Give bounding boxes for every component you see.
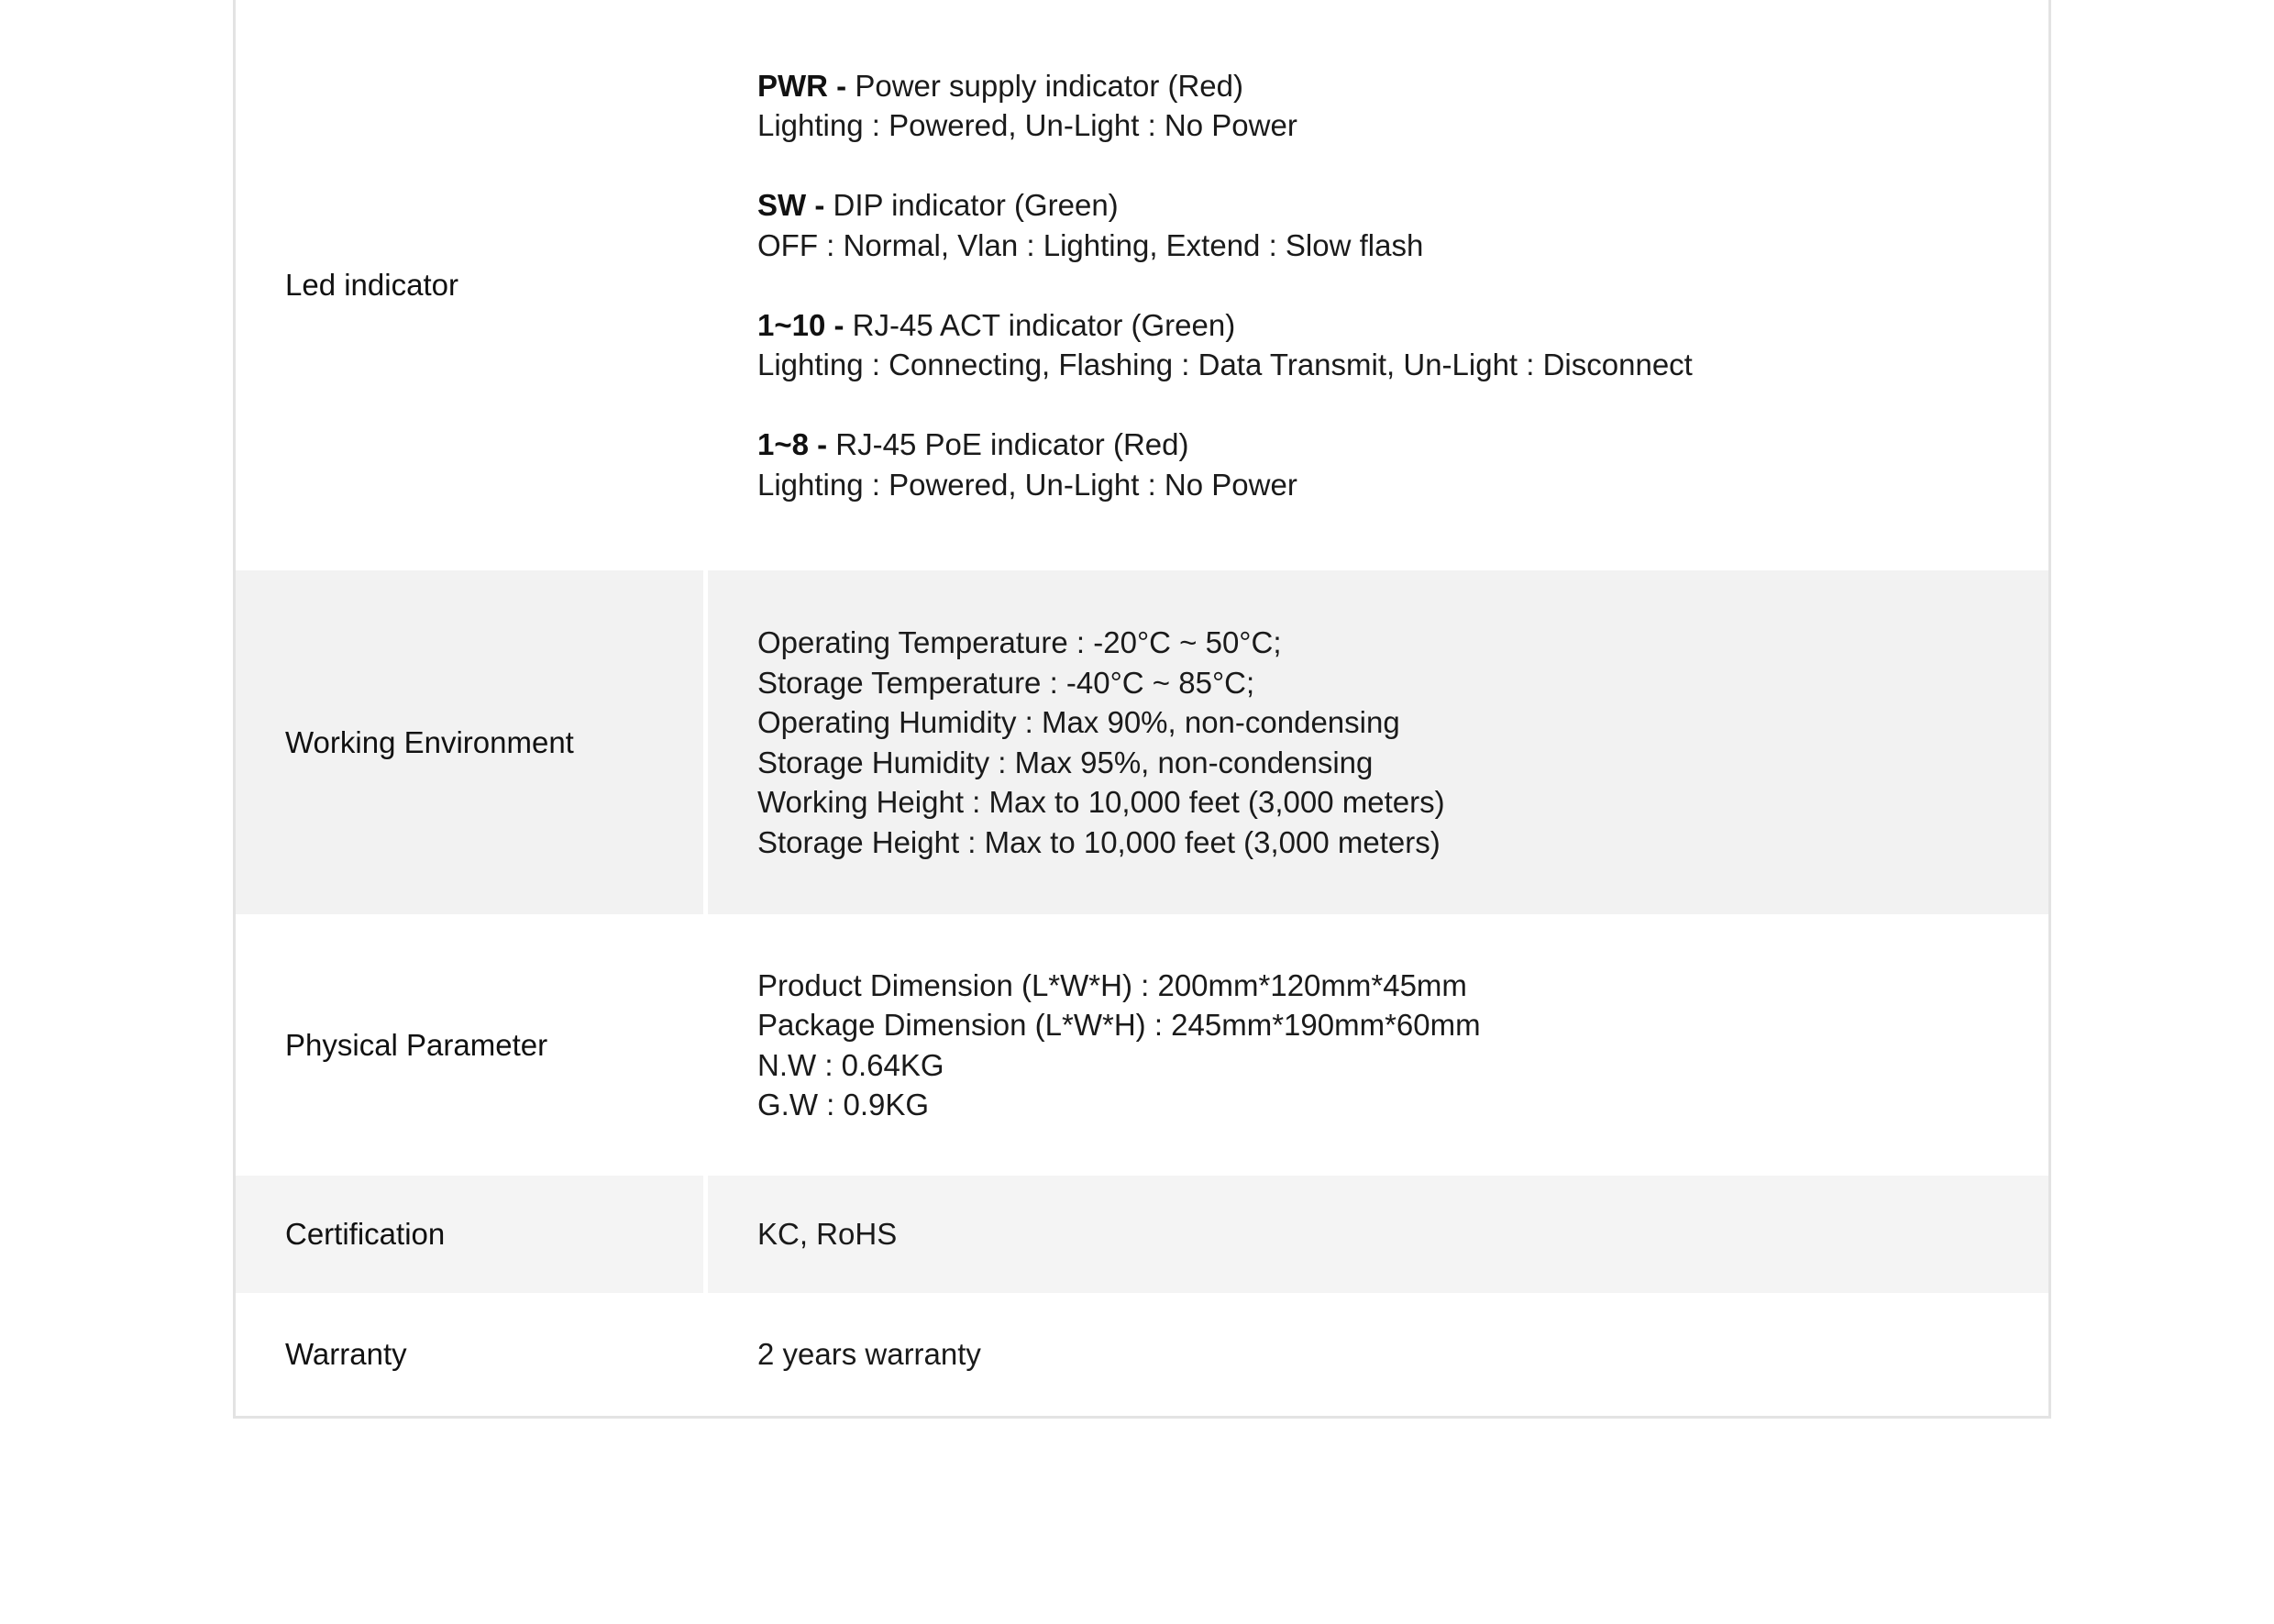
- value-line: Product Dimension (L*W*H) : 200mm*120mm*45mm: [757, 967, 1467, 1002]
- led-key: PWR -: [757, 68, 847, 103]
- led-desc: Power supply indicator (Red): [846, 68, 1244, 103]
- led-group-act: [757, 305, 2048, 385]
- led-key: SW -: [757, 188, 825, 223]
- table-row-warranty: [236, 1293, 2048, 1416]
- row-value: [708, 0, 2048, 570]
- row-value: [708, 1293, 2048, 1416]
- led-detail: Lighting : Powered, Un-Light : No Power: [757, 467, 1297, 502]
- led-group-poe: [757, 425, 2048, 504]
- value-line: N.W : 0.64KG: [757, 1047, 944, 1082]
- value-line: Operating Humidity : Max 90%, non-condensing: [757, 705, 1400, 739]
- led-detail: OFF : Normal, Vlan : Lighting, Extend : Slow flash: [757, 227, 1424, 262]
- led-detail: Lighting : Connecting, Flashing : Data Transmit, Un-Light : Disconnect: [757, 348, 1693, 382]
- row-label: Working Environment: [236, 570, 708, 914]
- table-row-certification: [236, 1176, 2048, 1293]
- row-label: Certification: [236, 1176, 708, 1293]
- led-key: 1~8 -: [757, 427, 828, 462]
- table-row-physical-parameter: [236, 914, 2048, 1176]
- led-desc: RJ-45 PoE indicator (Red): [827, 427, 1189, 462]
- row-value: [708, 914, 2048, 1176]
- value-line: Storage Humidity : Max 95%, non-condensing: [757, 745, 1374, 779]
- value-line: Storage Height : Max to 10,000 feet (3,000 meters): [757, 824, 1441, 859]
- led-detail: Lighting : Powered, Un-Light : No Power: [757, 108, 1297, 143]
- value-line: G.W : 0.9KG: [757, 1088, 930, 1121]
- led-key: 1~10 -: [757, 307, 844, 342]
- row-label: Led indicator: [285, 268, 458, 302]
- row-label: Physical Parameter: [285, 1027, 548, 1062]
- value-line: Operating Temperature : -20°C ~ 50°C;: [757, 625, 1282, 659]
- table-row-led-indicator: [236, 0, 2048, 570]
- row-value: [708, 570, 2048, 914]
- table-row-working-environment: [236, 570, 2048, 914]
- row-value: [708, 1176, 2048, 1293]
- led-group-pwr: [757, 66, 2048, 146]
- value-line: 2 years warranty: [757, 1337, 981, 1372]
- value-line: Package Dimension (L*W*H) : 245mm*190mm*60mm: [757, 1008, 1481, 1042]
- led-desc: RJ-45 ACT indicator (Green): [844, 307, 1236, 342]
- led-desc: DIP indicator (Green): [824, 188, 1119, 223]
- spec-table: [233, 0, 2051, 1419]
- value-line: Working Height : Max to 10,000 feet (3,000 meters): [757, 785, 1445, 819]
- led-group-sw: [757, 185, 2048, 265]
- row-label: Warranty: [285, 1337, 407, 1371]
- value-line: Storage Temperature : -40°C ~ 85°C;: [757, 665, 1255, 700]
- value-line: KC, RoHS: [757, 1217, 898, 1252]
